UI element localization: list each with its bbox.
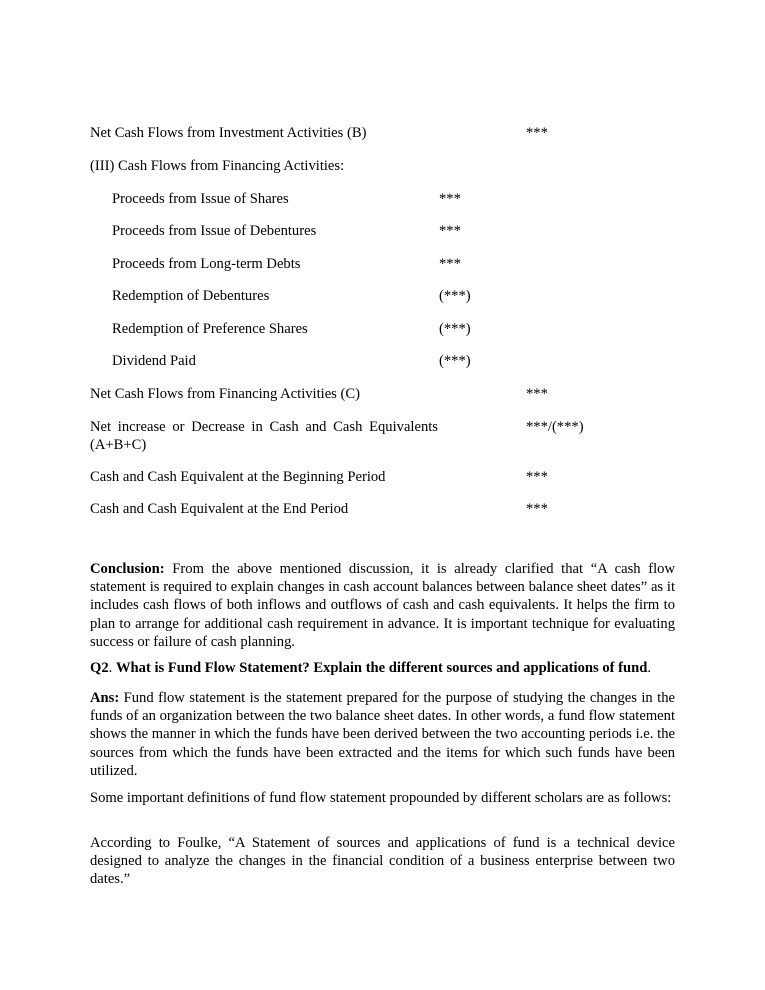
net-change-value: ***/(***): [526, 419, 584, 435]
conclusion-paragraph: [90, 560, 675, 651]
financing-item-value: ***: [439, 223, 461, 239]
financing-item-label: Dividend Paid: [112, 353, 196, 369]
financing-item-label: Redemption of Preference Shares: [112, 321, 308, 337]
question-text: What is Fund Flow Statement? Explain the different sources and applications of fund: [115, 660, 648, 676]
foulke-definition: According to Foulke, “A Statement of sources and applications of fund is a technical device designed to analyze the changes in the financial condition of a business enterprise between two dates.”: [90, 835, 675, 888]
definitions-intro: Some important definitions of fund flow statement propounded by different scholars are as follows:: [90, 790, 672, 806]
financing-item-value: ***: [439, 191, 461, 207]
question-number: Q2: [90, 660, 109, 676]
net-investment-label: Net Cash Flows from Investment Activities (B): [90, 125, 367, 141]
net-investment-value: ***: [526, 125, 548, 141]
end-label: Cash and Cash Equivalent at the End Period: [90, 501, 349, 517]
financing-item-value: (***): [439, 353, 471, 369]
net-financing-value: ***: [526, 386, 548, 402]
net-change-label-line2: (A+B+C): [90, 437, 147, 453]
financing-item-value: (***): [439, 288, 471, 304]
answer-text: Fund flow statement is the statement prepared for the purpose of studying the changes in the funds of an organization between the two balance sheet dates. In other words, a fund flow statement shows the manner in which the funds have been derived between the two accounting periods i.e. the sources from which the funds have been extracted and the items for which such funds have been utilized.: [90, 690, 675, 779]
conclusion-label: Conclusion:: [90, 561, 165, 577]
net-change-label-line1: Net increase or Decrease in Cash and Cash Equivalents: [90, 419, 438, 435]
financing-item-label: Redemption of Debentures: [112, 288, 270, 304]
end-value: ***: [526, 501, 548, 517]
financing-heading: (III) Cash Flows from Financing Activities:: [90, 158, 345, 174]
financing-item-label: Proceeds from Issue of Debentures: [112, 223, 317, 239]
financing-item-label: Proceeds from Long-term Debts: [112, 256, 301, 272]
financing-item-label: Proceeds from Issue of Shares: [112, 191, 289, 207]
net-financing-label: Net Cash Flows from Financing Activities (C): [90, 386, 360, 402]
answer-label: Ans:: [90, 690, 120, 706]
financing-item-value: ***: [439, 256, 461, 272]
beginning-label: Cash and Cash Equivalent at the Beginning Period: [90, 469, 386, 485]
question-end: .: [647, 660, 651, 676]
question-heading: [90, 659, 675, 677]
question-separator: .: [108, 660, 116, 676]
answer-paragraph: [90, 689, 675, 780]
financing-item-value: (***): [439, 321, 471, 337]
beginning-value: ***: [526, 469, 548, 485]
conclusion-text: From the above mentioned discussion, it is already clarified that “A cash flow statement is required to explain changes in cash account balances between balance sheet dates” as it includes cash flows of both inflows and outflows of cash and cash equivalents. It helps the firm to plan to arrange for additional cash requirement in advance. It is important technique for evaluating success or failure of cash planning.: [90, 561, 675, 650]
